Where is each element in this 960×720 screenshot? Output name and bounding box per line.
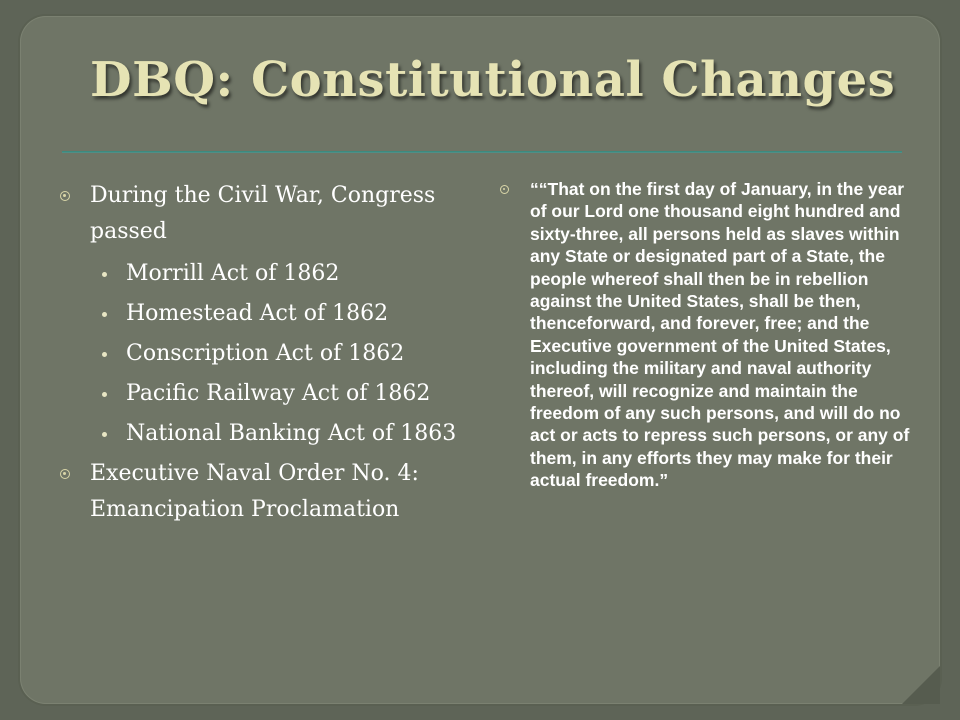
left-content-column <box>60 178 460 528</box>
list-item <box>60 258 460 290</box>
act-label: Morrill Act of 1862 <box>126 261 340 286</box>
title-divider <box>62 151 902 152</box>
act-label: Homestead Act of 1862 <box>126 301 389 326</box>
list-item <box>60 298 460 330</box>
dot-bullet-icon <box>102 272 107 277</box>
circle-bullet-icon <box>500 185 509 194</box>
bullet-emancipation <box>60 456 460 528</box>
page-curl-corner <box>902 666 940 704</box>
list-item <box>60 338 460 370</box>
quote-text: ““That on the first day of January, in the year of our Lord one thousand eight hundred and sixty-three, all persons held as slaves within any State or designated part of a State, the people whereof shall then be in rebellion against the United States, shall be then, thenceforward, and forever, free; and the Executive government of the United States, including the military and naval authority thereof, will recognize and maintain the freedom of any such persons, and will do no act or acts to repress such persons, or any of them, in any efforts they may make for their actual freedom.” <box>530 179 910 491</box>
bullet-text: During the Civil War, Congress passed <box>90 183 436 244</box>
list-item <box>60 378 460 410</box>
list-item <box>60 418 460 450</box>
act-label: Conscription Act of 1862 <box>126 341 405 366</box>
slide-title: DBQ: Constitutional Changes <box>90 52 896 108</box>
act-label: Pacific Railway Act of 1862 <box>126 381 431 406</box>
acts-list <box>60 258 460 450</box>
bullet-text: Executive Naval Order No. 4: Emancipation Proclamation <box>90 461 419 522</box>
right-content-column <box>500 178 910 492</box>
circle-bullet-icon <box>60 191 70 201</box>
dot-bullet-icon <box>102 392 107 397</box>
circle-bullet-icon <box>60 469 70 479</box>
dot-bullet-icon <box>102 432 107 437</box>
dot-bullet-icon <box>102 312 107 317</box>
bullet-civil-war-acts <box>60 178 460 250</box>
dot-bullet-icon <box>102 352 107 357</box>
act-label: National Banking Act of 1863 <box>126 421 457 446</box>
proclamation-quote <box>500 178 910 492</box>
